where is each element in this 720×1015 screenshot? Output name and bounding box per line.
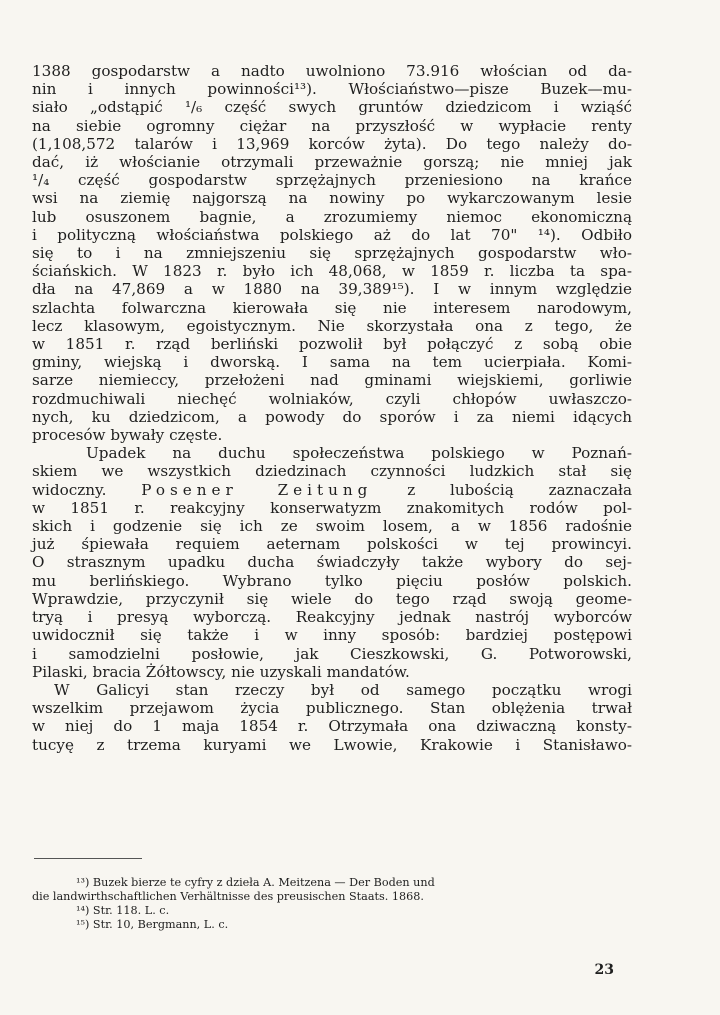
footnote-marker: ¹⁴) <box>76 904 90 917</box>
text-line: (1,108,572 talarów i 13,969 korców żyta). Do tego należy do- <box>32 134 632 153</box>
text-line: O strasznym upadku ducha świadczyły także wybory do sej- <box>32 553 632 572</box>
text-line: Wprawdzie, przyczynił się wiele do tego rząd swoją geome- <box>32 589 632 608</box>
footnote-text: Str. 10, Bergmann, L. c. <box>92 918 229 931</box>
text-line: sarze niemieccy, przełożeni nad gminami wiejskiemi, gorliwie <box>32 371 632 390</box>
text-line: i polityczną włościaństwa polskiego aż do lat 70" ¹⁴). Odbiło <box>32 225 632 244</box>
text-line: ¹/₄ część gospodarstw sprzężajnych przeniesiono na krańce <box>32 171 632 190</box>
text-line: ściańskich. W 1823 r. było ich 48,068, w 1859 r. liczba ta spa- <box>32 262 632 281</box>
text-line: szlachta folwarczna kierowała się nie interesem narodowym, <box>32 298 632 317</box>
text-line: lecz klasowym, egoistycznym. Nie skorzystała ona z tego, że <box>32 316 632 335</box>
text-line: mu berlińskiego. Wybrano tylko pięciu posłów polskich. <box>32 571 632 590</box>
text-line: Pilaski, bracia Żółtowscy, nie uzyskali mandatów. <box>32 662 410 681</box>
text-line: wszelkim przejawom życia publicznego. Stan oblężenia trwał <box>32 699 632 718</box>
text-line: skich i godzenie się ich ze swoim losem, a w 1856 radośnie <box>32 517 632 536</box>
text-line: tucyę z trzema kuryami we Lwowie, Krakowie i Stanisławo- <box>32 735 632 754</box>
text-fragment: widoczny. <box>32 480 107 499</box>
text-line: lub osuszonem bagnie, a zrozumiemy niemoc ekonomiczną <box>32 207 632 226</box>
text-line: w 1851 r. rząd berliński pozwolił był połączyć z sobą obie <box>32 335 632 354</box>
text-line: w 1851 r. reakcyjny konserwatyzm znakomitych rodów pol- <box>32 498 632 517</box>
footnote-divider <box>34 858 142 859</box>
footnote-continuation: die landwirthschaftlichen Verhältnisse des preusischen Staats. 1868. <box>32 890 424 903</box>
text-line: nin i innych powinności¹³). Włościaństwo—pisze Buzek—mu- <box>32 80 632 99</box>
text-line: nych, ku dziedzicom, a powody do sporów i za niemi idących <box>32 407 632 426</box>
footnote <box>32 876 632 890</box>
text-line: dać, iż włościanie otrzymali przeważnie gorszą; nie mniej jak <box>32 153 632 172</box>
footnote-text: Buzek bierze te cyfry z dzieła A. Meitzena — Der Boden und <box>92 876 435 889</box>
text-line: wsi na ziemię najgorszą na nowiny po wykarczowanym lesie <box>32 189 632 208</box>
text-line: uwidocznił się także i w inny sposób: bardziej postępowi <box>32 626 632 645</box>
text-line <box>32 481 632 499</box>
text-line: i samodzielni posłowie, jak Cieszkowski, G. Potworowski, <box>32 644 632 663</box>
text-line: siało „odstąpić ¹/₆ część swych gruntów dziedzicom i wziąść <box>32 98 632 117</box>
text-line: tryą i presyą wyborczą. Reakcyjny jednak nastrój wyborców <box>32 608 632 627</box>
footnote-text: Str. 118. L. c. <box>92 904 170 917</box>
footnote <box>32 918 632 932</box>
footnote-marker: ¹⁵) <box>76 918 90 931</box>
text-line: W Galicyi stan rzeczy był od samego początku wrogi <box>54 680 632 699</box>
text-line: Upadek na duchu społeczeństwa polskiego w Poznań- <box>86 444 632 463</box>
text-line: dła na 47,869 a w 1880 na 39,389¹⁵). I w innym względzie <box>32 280 632 299</box>
newspaper-title: Posener Zeitung <box>141 480 373 499</box>
text-line: na siebie ogromny ciężar na przyszłość w wypłacie renty <box>32 116 632 135</box>
footnotes <box>32 876 632 932</box>
page-number: 23 <box>594 962 614 978</box>
text-line: skiem we wszystkich dziedzinach czynności ludzkich stał się <box>32 462 632 481</box>
text-line: rozdmuchiwali niechęć wolniaków, czyli chłopów uwłaszczo- <box>32 389 632 408</box>
text-fragment: z lubością zaznaczała <box>407 480 633 499</box>
text-line: już śpiewała requiem aeternam polskości w tej prowincyi. <box>32 535 632 554</box>
footnote <box>32 904 632 918</box>
main-text <box>32 62 632 754</box>
text-line: gminy, wiejską i dworską. I sama na tem ucierpiała. Komi- <box>32 353 632 372</box>
text-line: się to i na zmniejszeniu się sprzężajnych gospodarstw wło- <box>32 244 632 263</box>
text-line: w niej do 1 maja 1854 r. Otrzymała ona dziwaczną konsty- <box>32 717 632 736</box>
footnote-marker: ¹³) <box>76 876 90 889</box>
text-line: procesów bywały częste. <box>32 426 223 445</box>
text-line: 1388 gospodarstw a nadto uwolniono 73.916 włościan od da- <box>32 62 632 80</box>
